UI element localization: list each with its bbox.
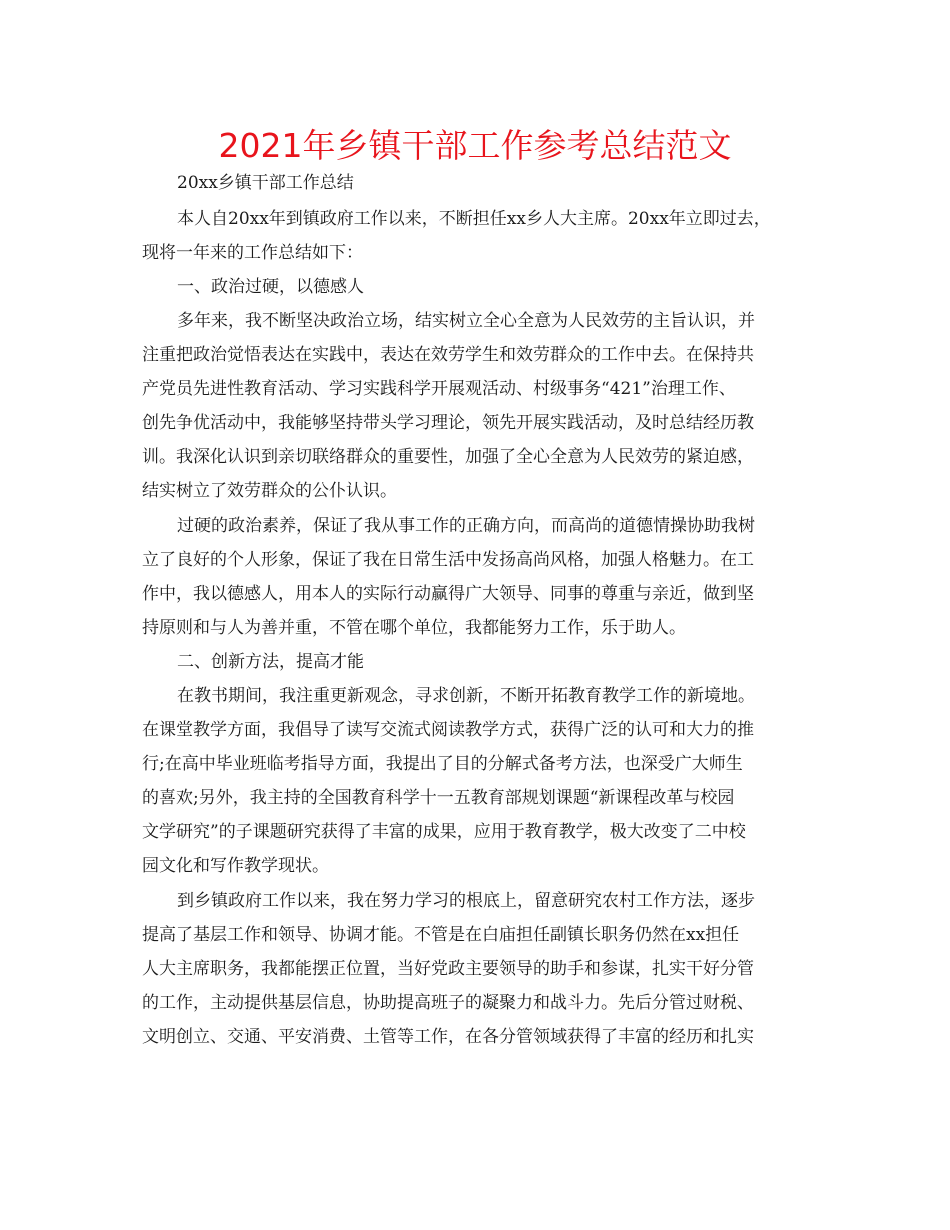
paragraph-line: 多年来，我不断坚决政治立场，结实树立全心全意为人民效劳的主旨认识，并 (177, 311, 755, 331)
paragraph-line: 的工作，主动提供基层信息，协助提高班子的凝聚力和战斗力。先后分管过财税、 (142, 993, 754, 1013)
subtitle-line: 20xx乡镇干部工作总结 (177, 173, 354, 193)
paragraph-line: 在课堂教学方面，我倡导了读写交流式阅读教学方式，获得广泛的认可和大力的推 (142, 720, 754, 740)
paragraph-line: 注重把政治觉悟表达在实践中，表达在效劳学生和效劳群众的工作中去。在保持共 (142, 345, 754, 365)
paragraph-line: 文明创立、交通、平安消费、土管等工作，在各分管领域获得了丰富的经历和扎实 (142, 1027, 754, 1047)
paragraph-line: 在教书期间，我注重更新观念，寻求创新，不断开拓教育教学工作的新境地。 (177, 686, 755, 706)
paragraph-line: 提高了基层工作和领导、协调才能。不管是在白庙担任副镇长职务仍然在xx担任 (142, 925, 740, 945)
paragraph-line: 到乡镇政府工作以来，我在努力学习的根底上，留意研究农村工作方法，逐步 (177, 891, 755, 911)
section-heading: 二、创新方法，提高才能 (177, 652, 364, 672)
paragraph-line: 结实树立了效劳群众的公仆认识。 (142, 481, 397, 501)
section-heading: 一、政治过硬，以德感人 (177, 277, 364, 297)
paragraph-line: 现将一年来的工作总结如下： (142, 243, 363, 263)
paragraph-line: 文学研究”的子课题研究获得了丰富的成果，应用于教育教学，极大改变了二中校 (142, 822, 746, 842)
paragraph-line: 创先争优活动中，我能够坚持带头学习理论，领先开展实践活动，及时总结经历教 (142, 413, 754, 433)
paragraph-line: 人大主席职务，我都能摆正位置，当好党政主要领导的助手和参谋，扎实干好分管 (142, 959, 754, 979)
paragraph-line: 的喜欢;另外，我主持的全国教育科学十一五教育部规划课题“新课程改革与校园 (142, 788, 735, 808)
document-title: 2021年乡镇干部工作参考总结范文 (218, 126, 732, 165)
paragraph-line: 作中，我以德感人，用本人的实际行动赢得广大领导、同事的尊重与亲近，做到坚 (142, 584, 754, 604)
paragraph-line: 本人自20xx年到镇政府工作以来，不断担任xx乡人大主席。20xx年立即过去， (177, 209, 771, 229)
paragraph-line: 园文化和写作教学现状。 (142, 856, 329, 876)
paragraph-line: 持原则和与人为善并重，不管在哪个单位，我都能努力工作，乐于助人。 (142, 618, 686, 638)
paragraph-line: 行;在高中毕业班临考指导方面，我提出了目的分解式备考方法，也深受广大师生 (142, 754, 743, 774)
paragraph-line: 立了良好的个人形象，保证了我在日常生活中发扬高尚风格，加强人格魅力。在工 (142, 550, 754, 570)
paragraph-line: 过硬的政治素养，保证了我从事工作的正确方向，而高尚的道德情操协助我树 (177, 516, 755, 536)
paragraph-line: 训。我深化认识到亲切联络群众的重要性，加强了全心全意为人民效劳的紧迫感， (142, 447, 754, 467)
paragraph-line: 产党员先进性教育活动、学习实践科学开展观活动、村级事务“421”治理工作、 (142, 379, 736, 399)
